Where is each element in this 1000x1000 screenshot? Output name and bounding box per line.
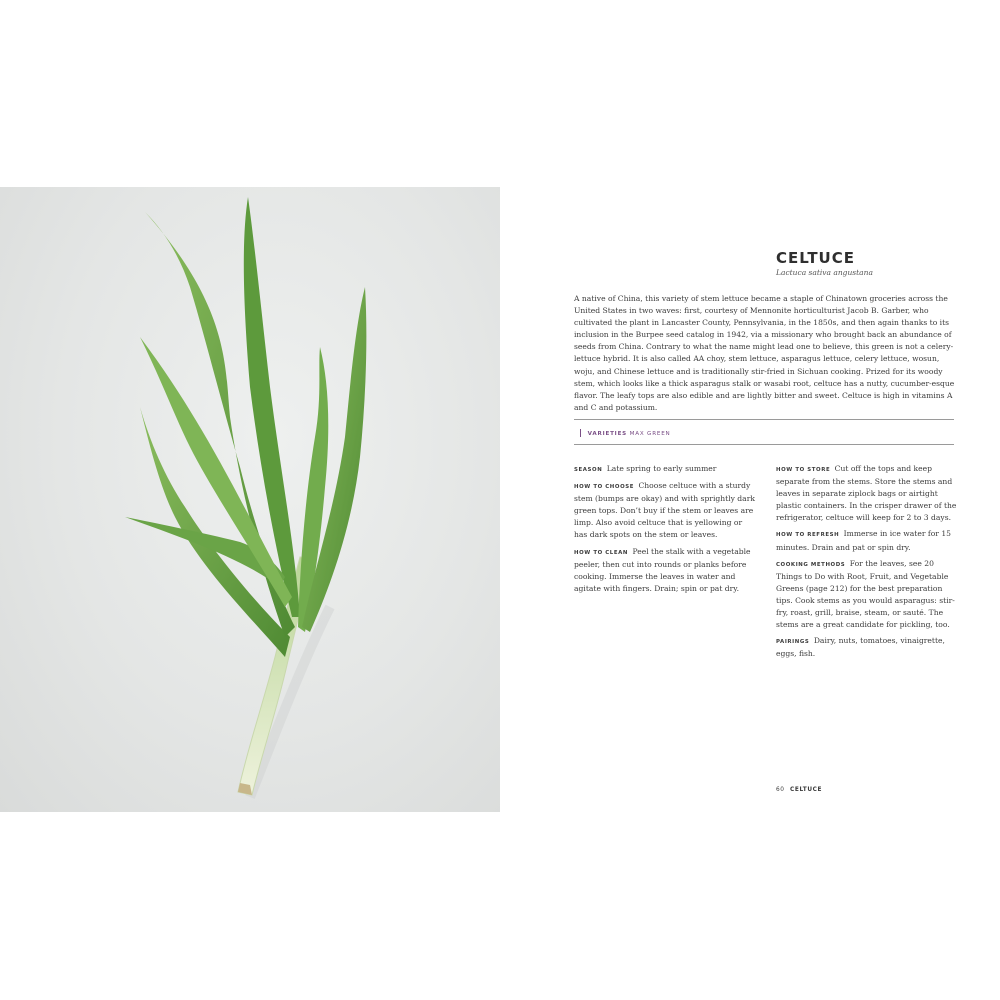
entry-how-to-refresh <box>776 528 958 553</box>
entry-label: PAIRINGS <box>776 639 810 646</box>
page-number: 60 <box>776 787 785 793</box>
divider-top <box>574 419 954 420</box>
entry-label: HOW TO STORE <box>776 467 831 473</box>
text-page <box>500 187 1000 812</box>
right-column <box>776 463 958 664</box>
entry-cooking-methods <box>776 558 958 632</box>
celtuce-illustration <box>0 187 500 812</box>
entry-label: SEASON <box>574 467 603 473</box>
entry-label: HOW TO CHOOSE <box>574 484 635 491</box>
page-title: CELTUCE <box>776 249 855 267</box>
varieties-marker <box>580 429 581 437</box>
entry-pairings <box>776 635 958 660</box>
entry-text: Immerse in ice water for 15 minutes. Drain and pat or spin dry. <box>776 529 951 552</box>
entry-how-to-store <box>776 463 958 524</box>
entry-label: COOKING METHODS <box>776 561 846 568</box>
celtuce-photo <box>0 187 500 812</box>
divider-bottom <box>574 444 954 445</box>
entry-text: Peel the stalk with a vegetable peeler, then cut into rounds or planks before cooking. Immerse the leaves in water and agitate with fingers. Drain; spin or pat dry. <box>574 546 751 593</box>
entry-label: HOW TO REFRESH <box>776 532 840 539</box>
varieties-line <box>580 429 671 437</box>
varieties-value: MAX GREEN <box>629 431 671 437</box>
entry-text: Cut off the tops and keep separate from the stems. Store the stems and leaves in separate ziplock bags or airtight plastic containers. In the crisper drawer of the refrigerator, celtuce will keep for 2 to 3 days. <box>776 464 957 523</box>
entry-label: HOW TO CLEAN <box>574 549 629 556</box>
entry-text: Choose celtuce with a sturdy stem (bumps are okay) and with sprightly dark green tops. Don’t buy if the stem or leaves are limp. Also avoid celtuce that is yellowing or has dark spots on the stem or leaves. <box>574 481 755 540</box>
entry-how-to-clean <box>574 546 756 595</box>
intro-paragraph: A native of China, this variety of stem lettuce became a staple of Chinatown groceries across the United States in two waves: first, courtesy of Mennonite horticulturist Jacob B. Garber, who cultivated the plant in Lancaster County, Pennsylvania, in the 1850s, and then again thanks to its inclusion in the Burpee seed catalog in 1942, via a missionary who brought back an abundance of seeds from China. Contrary to what the name might lead one to believe, this green is not a celery-lettuce hybrid. It is also called AA choy, stem lettuce, asparagus lettuce, celery lettuce, wosun, woju, and Chinese lettuce and is traditionally stir-fried in Sichuan cooking. Prized for its woody stem, which looks like a thick asparagus stalk or wasabi root, celtuce has a nutty, cucumber-esque flavor. The leafy tops are also edible and are lightly bitter and sweet. Celtuce is high in vitamins A and C and potassium. <box>574 294 955 412</box>
latin-name: Lactuca sativa angustana <box>776 268 873 277</box>
left-column <box>574 463 756 599</box>
entry-text: For the leaves, see 20 Things to Do with Root, Fruit, and Vegetable Greens (page 212) for the best preparation tips. Cook stems as you would asparagus: stir-fry, roast, grill, braise, steam, or sauté. The stems are a great candidate for pickling, too. <box>776 558 955 630</box>
varieties-label: VARIETIES <box>587 431 628 437</box>
entry-how-to-choose <box>574 480 756 541</box>
page-footer <box>776 787 822 793</box>
entry-season <box>574 463 756 476</box>
entry-text: Late spring to early summer <box>606 464 717 473</box>
entry-text: Dairy, nuts, tomatoes, vinaigrette, eggs, fish. <box>776 636 945 659</box>
footer-word: CELTUCE <box>790 787 823 793</box>
